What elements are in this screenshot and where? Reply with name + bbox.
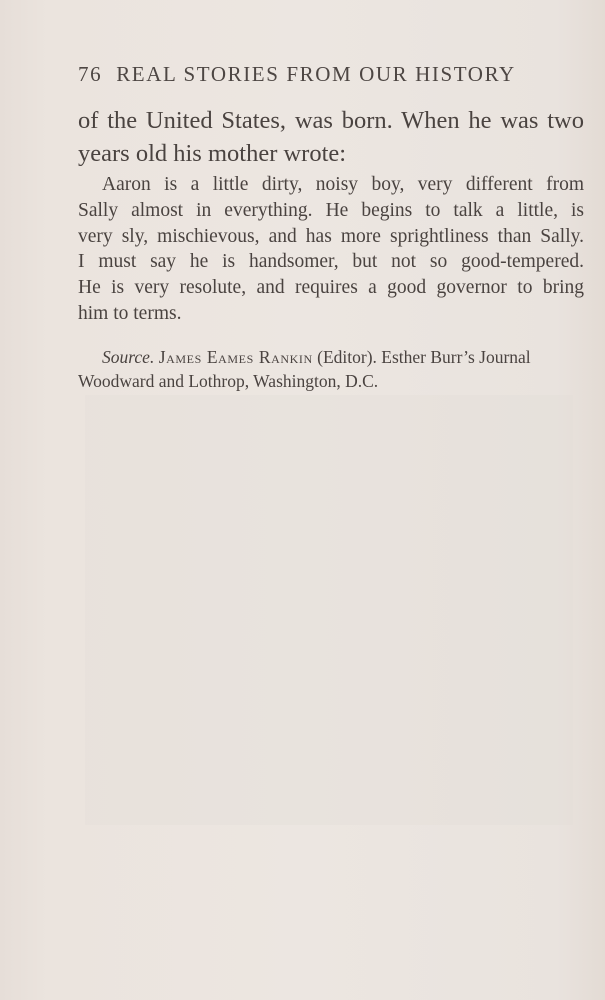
running-header — [78, 62, 548, 87]
quote-line: him to terms. — [78, 302, 182, 324]
quote-line: Aaron is a little dirty, noisy boy, very different from — [102, 174, 584, 195]
text-line: of the United States, was born. When he was two — [78, 107, 584, 134]
citation-line — [78, 345, 584, 369]
page-number: 76 — [78, 62, 103, 86]
source-label: Source. — [102, 347, 155, 367]
block-quote — [78, 172, 584, 327]
quote-line: Sally almost in everything. He begins to talk a little, is — [78, 199, 584, 221]
citation-title: (Editor). Esther Burr’s Journal — [312, 347, 531, 367]
running-title: REAL STORIES FROM OUR HISTORY — [116, 62, 516, 86]
source-citation — [78, 345, 584, 393]
citation-author: James Eames Rankin — [158, 347, 313, 367]
text-line: years old his mother wrote: — [78, 140, 347, 167]
quote-line: He is very resolute, and requires a good governor to bring — [78, 277, 584, 299]
lead-paragraph — [78, 104, 584, 170]
quote-line: I must say he is handsomer, but not so good-tempered. — [78, 251, 584, 273]
citation-publisher: Woodward and Lothrop, Washington, D.C. — [78, 371, 379, 391]
quote-line: very sly, mischievous, and has more sprightliness than Sally. — [78, 225, 584, 247]
page-shade — [85, 395, 573, 825]
